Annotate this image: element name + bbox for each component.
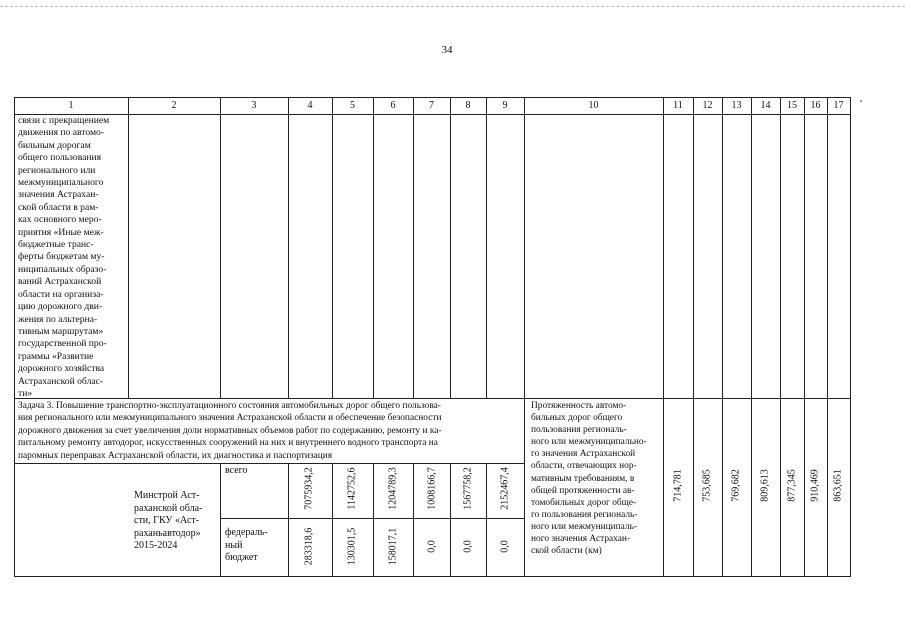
indicator-value-col11: 714,781 — [672, 469, 684, 502]
indicator-value-col12: 753,685 — [701, 469, 713, 502]
col-header-16: 16 — [810, 100, 821, 111]
page-number: 34 — [441, 44, 453, 56]
indicator-description: Протяженность автомо- бильных дорог общего пользования региональ- ного или межмуниципально- го значения Астраханской области, отвечающих нор- мативным требованиям, в общей протяженности ав- томобильных дорог обще- го пользования региональ- ного или межмуниципаль- ного значения Астрахан- ской области (км) — [531, 401, 647, 557]
total-value-col5: 1142752,6 — [346, 467, 358, 510]
federal-value-col8: 0,0 — [462, 540, 474, 553]
federal-value-col5: 130301,5 — [346, 527, 358, 566]
indicator-value-col16: 910,469 — [809, 469, 821, 502]
col-header-10: 10 — [588, 100, 599, 111]
col-header-6: 6 — [390, 100, 396, 111]
indicator-value-col14: 809,613 — [759, 469, 771, 502]
col-header-11: 11 — [673, 100, 683, 111]
scan-mark — [860, 100, 862, 102]
federal-value-col4: 283318,6 — [303, 527, 315, 566]
col-header-13: 13 — [731, 100, 742, 111]
col-header-17: 17 — [833, 100, 844, 111]
federal-value-col6: 158017,1 — [387, 527, 399, 566]
col-header-15: 15 — [787, 100, 797, 111]
total-value-col8: 1567758,2 — [462, 467, 474, 510]
federal-value-col9: 0,0 — [499, 540, 511, 553]
col-header-4: 4 — [307, 100, 313, 111]
executor: Минстрой Аст- раханской обла- сти, ГКУ «Аст- раханьавтодор» 2015-2024 — [134, 490, 203, 551]
task-3-heading: Задача 3. Повышение транспортно-эксплуатационного состояния автомобильных дорог общего пользова- ния регионального или межмуниципального значения Астраханской области и обеспечение безопасности дорожного движения за счет увеличения доли нормативных объемов работ по содержанию, ремонту и ка- питальному ремонту автодорог, искусственных сооружений на них и внутреннего водного транспорта на паромных переправах Астраханской области, их диагностика и паспортизация — [18, 401, 442, 461]
indicator-value-col15: 877,345 — [786, 469, 798, 502]
col-header-5: 5 — [350, 100, 355, 111]
funding-total-label: всего — [225, 465, 248, 476]
col-header-8: 8 — [465, 100, 471, 111]
federal-value-col7: 0,0 — [426, 540, 438, 553]
col-header-7: 7 — [429, 100, 434, 111]
indicator-value-col17: 863,651 — [832, 469, 844, 502]
scan-top-edge — [0, 6, 905, 8]
total-value-col6: 1204789,3 — [387, 467, 399, 510]
activity-description: связи с прекращением движения по автомо- бильным дорогам общего пользования регионального или межмуниципального значения Астрахан- ской области в рам- ках основного меро- приятия «Иные меж- бюджетные транс- ферты бюджетам му- ниципальных образо- ваний Астраханской области на организа- цию дорожного дви- жения по альтерна- тивным маршрутам» государственной про- граммы «Развитие дорожного хозяйства Астраханской облас- ти» — [18, 115, 110, 399]
col-header-12: 12 — [702, 100, 713, 111]
col-header-2: 2 — [171, 100, 177, 111]
col-header-14: 14 — [760, 100, 771, 111]
funding-federal-label: федераль- ный бюджет — [225, 527, 268, 563]
total-value-col9: 2152467,4 — [499, 467, 511, 510]
col-header-3: 3 — [251, 100, 257, 111]
total-value-col4: 7075934,2 — [303, 467, 315, 510]
total-value-col7: 1008166,7 — [426, 467, 438, 510]
col-header-1: 1 — [68, 100, 74, 111]
indicator-value-col13: 769,682 — [730, 469, 742, 502]
col-header-9: 9 — [502, 100, 508, 111]
